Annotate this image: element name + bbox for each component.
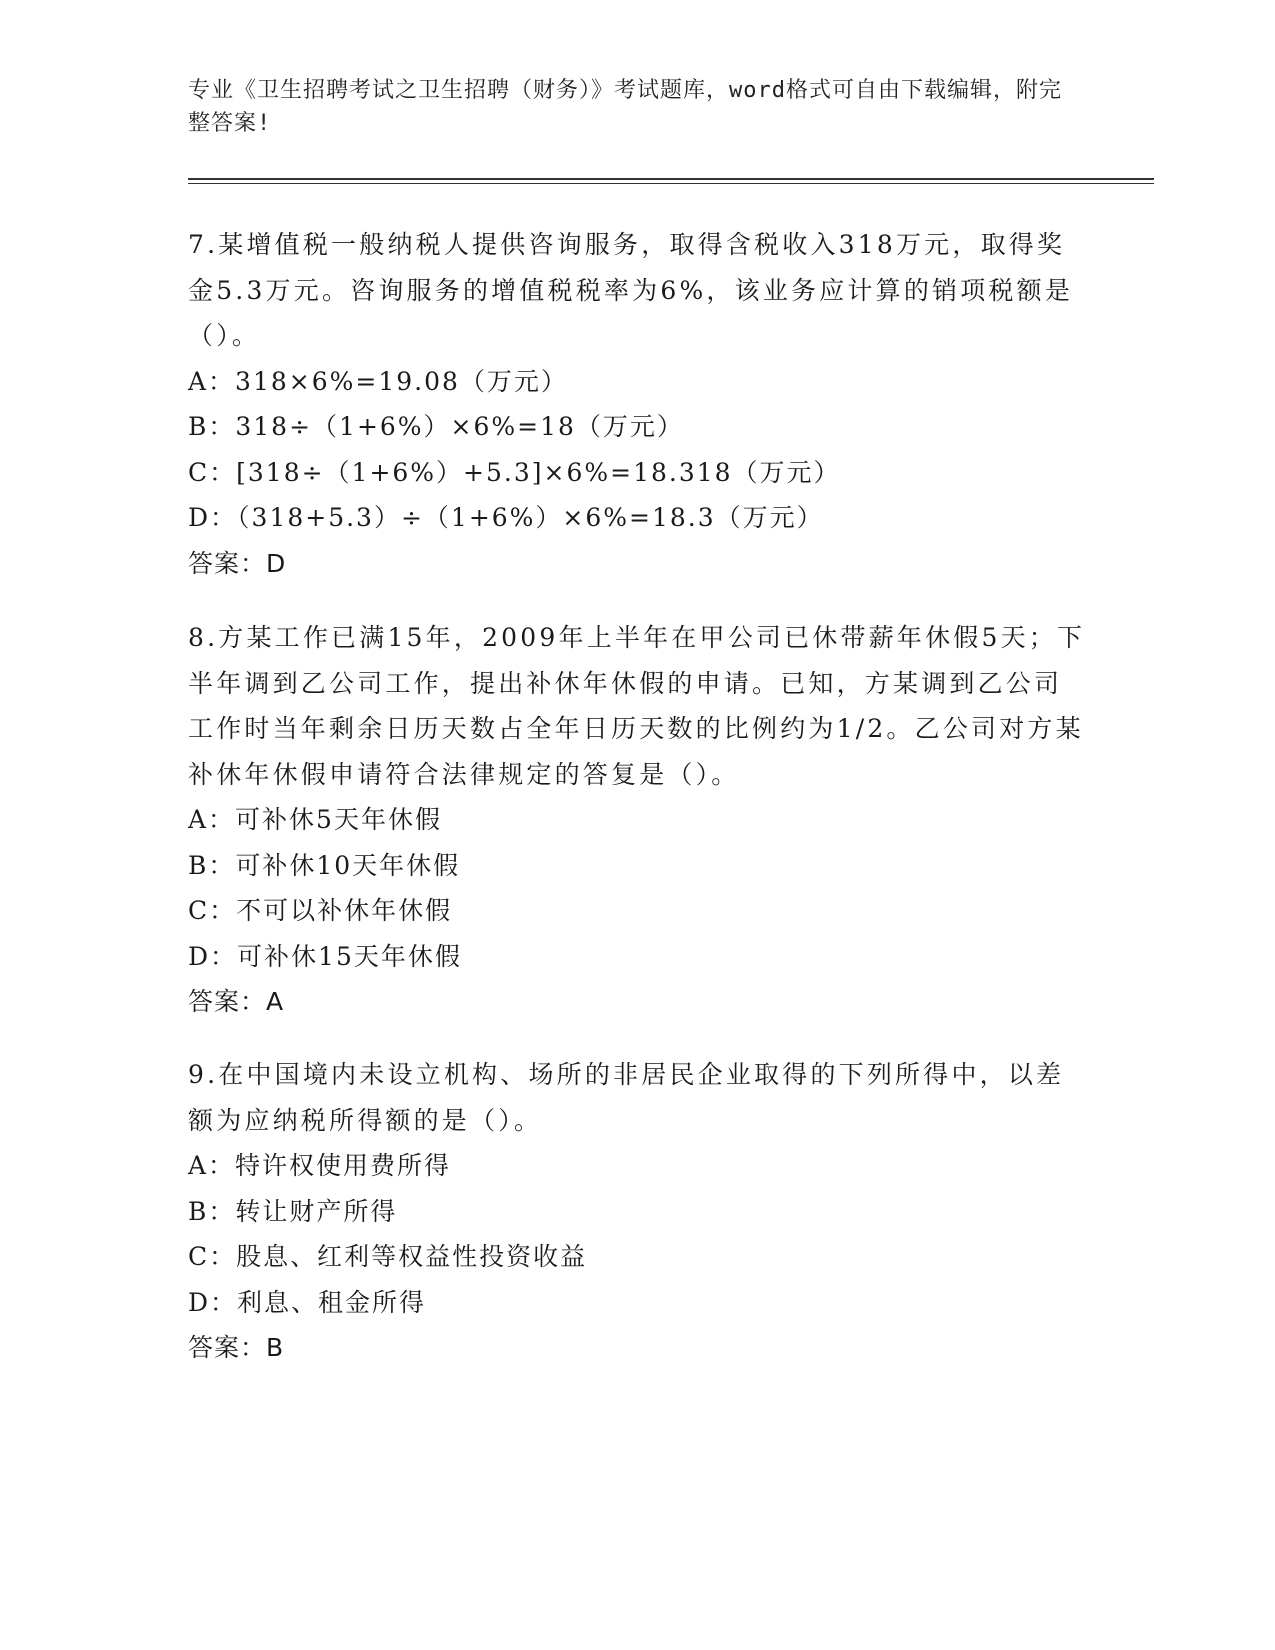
option-d: D：利息、租金所得 xyxy=(188,1287,427,1317)
option-c: C：不可以补休年休假 xyxy=(188,896,453,925)
option-c: C：[318÷（1+6%）+5.3]×6%=18.318（万元） xyxy=(188,457,841,487)
question-8 xyxy=(188,615,1088,1025)
option-d: D：（318+5.3）÷（1+6%）×6%=18.3（万元） xyxy=(188,503,824,532)
question-stem: 9.在中国境内未设立机构、场所的非居民企业取得的下列所得中，以差额为应纳税所得额的是（）。 xyxy=(188,1060,1065,1135)
document-header: 专业《卫生招聘考试之卫生招聘（财务）》考试题库，word格式可自由下载编辑，附完整答案! xyxy=(188,78,1062,136)
header-divider-thin xyxy=(188,183,1154,184)
question-7 xyxy=(188,222,1088,586)
header-divider-thick xyxy=(188,178,1154,180)
answer-line: 答案：B xyxy=(188,1333,285,1362)
option-c: C：股息、红利等权益性投资收益 xyxy=(188,1242,588,1271)
question-stem: 8.方某工作已满15年，2009年上半年在甲公司已休带薪年休假5天；下半年调到乙公司工作，提出补休年休假的申请。已知，方某调到乙公司工作时当年剩余日历天数占全年日历天数的比例约为1/2。乙公司对方某补休年休假申请符合法律规定的答复是（）。 xyxy=(188,623,1086,789)
option-b: B：转让财产所得 xyxy=(188,1196,398,1226)
option-a: A：318×6%=19.08（万元） xyxy=(188,366,568,396)
option-b: B：可补休10天年休假 xyxy=(188,850,461,880)
question-9 xyxy=(188,1052,1088,1371)
answer-line: 答案：D xyxy=(188,548,287,578)
option-b: B：318÷（1+6%）×6%=18（万元） xyxy=(188,412,684,441)
answer-line: 答案：A xyxy=(188,987,285,1016)
option-a: A：可补休5天年休假 xyxy=(188,805,442,834)
question-stem: 7.某增值税一般纳税人提供咨询服务，取得含税收入318万元，取得奖金5.3万元。咨询服务的增值税税率为6%，该业务应计算的销项税额是（）。 xyxy=(188,230,1074,350)
option-a: A：特许权使用费所得 xyxy=(188,1151,452,1180)
option-d: D：可补休15天年休假 xyxy=(188,941,462,971)
